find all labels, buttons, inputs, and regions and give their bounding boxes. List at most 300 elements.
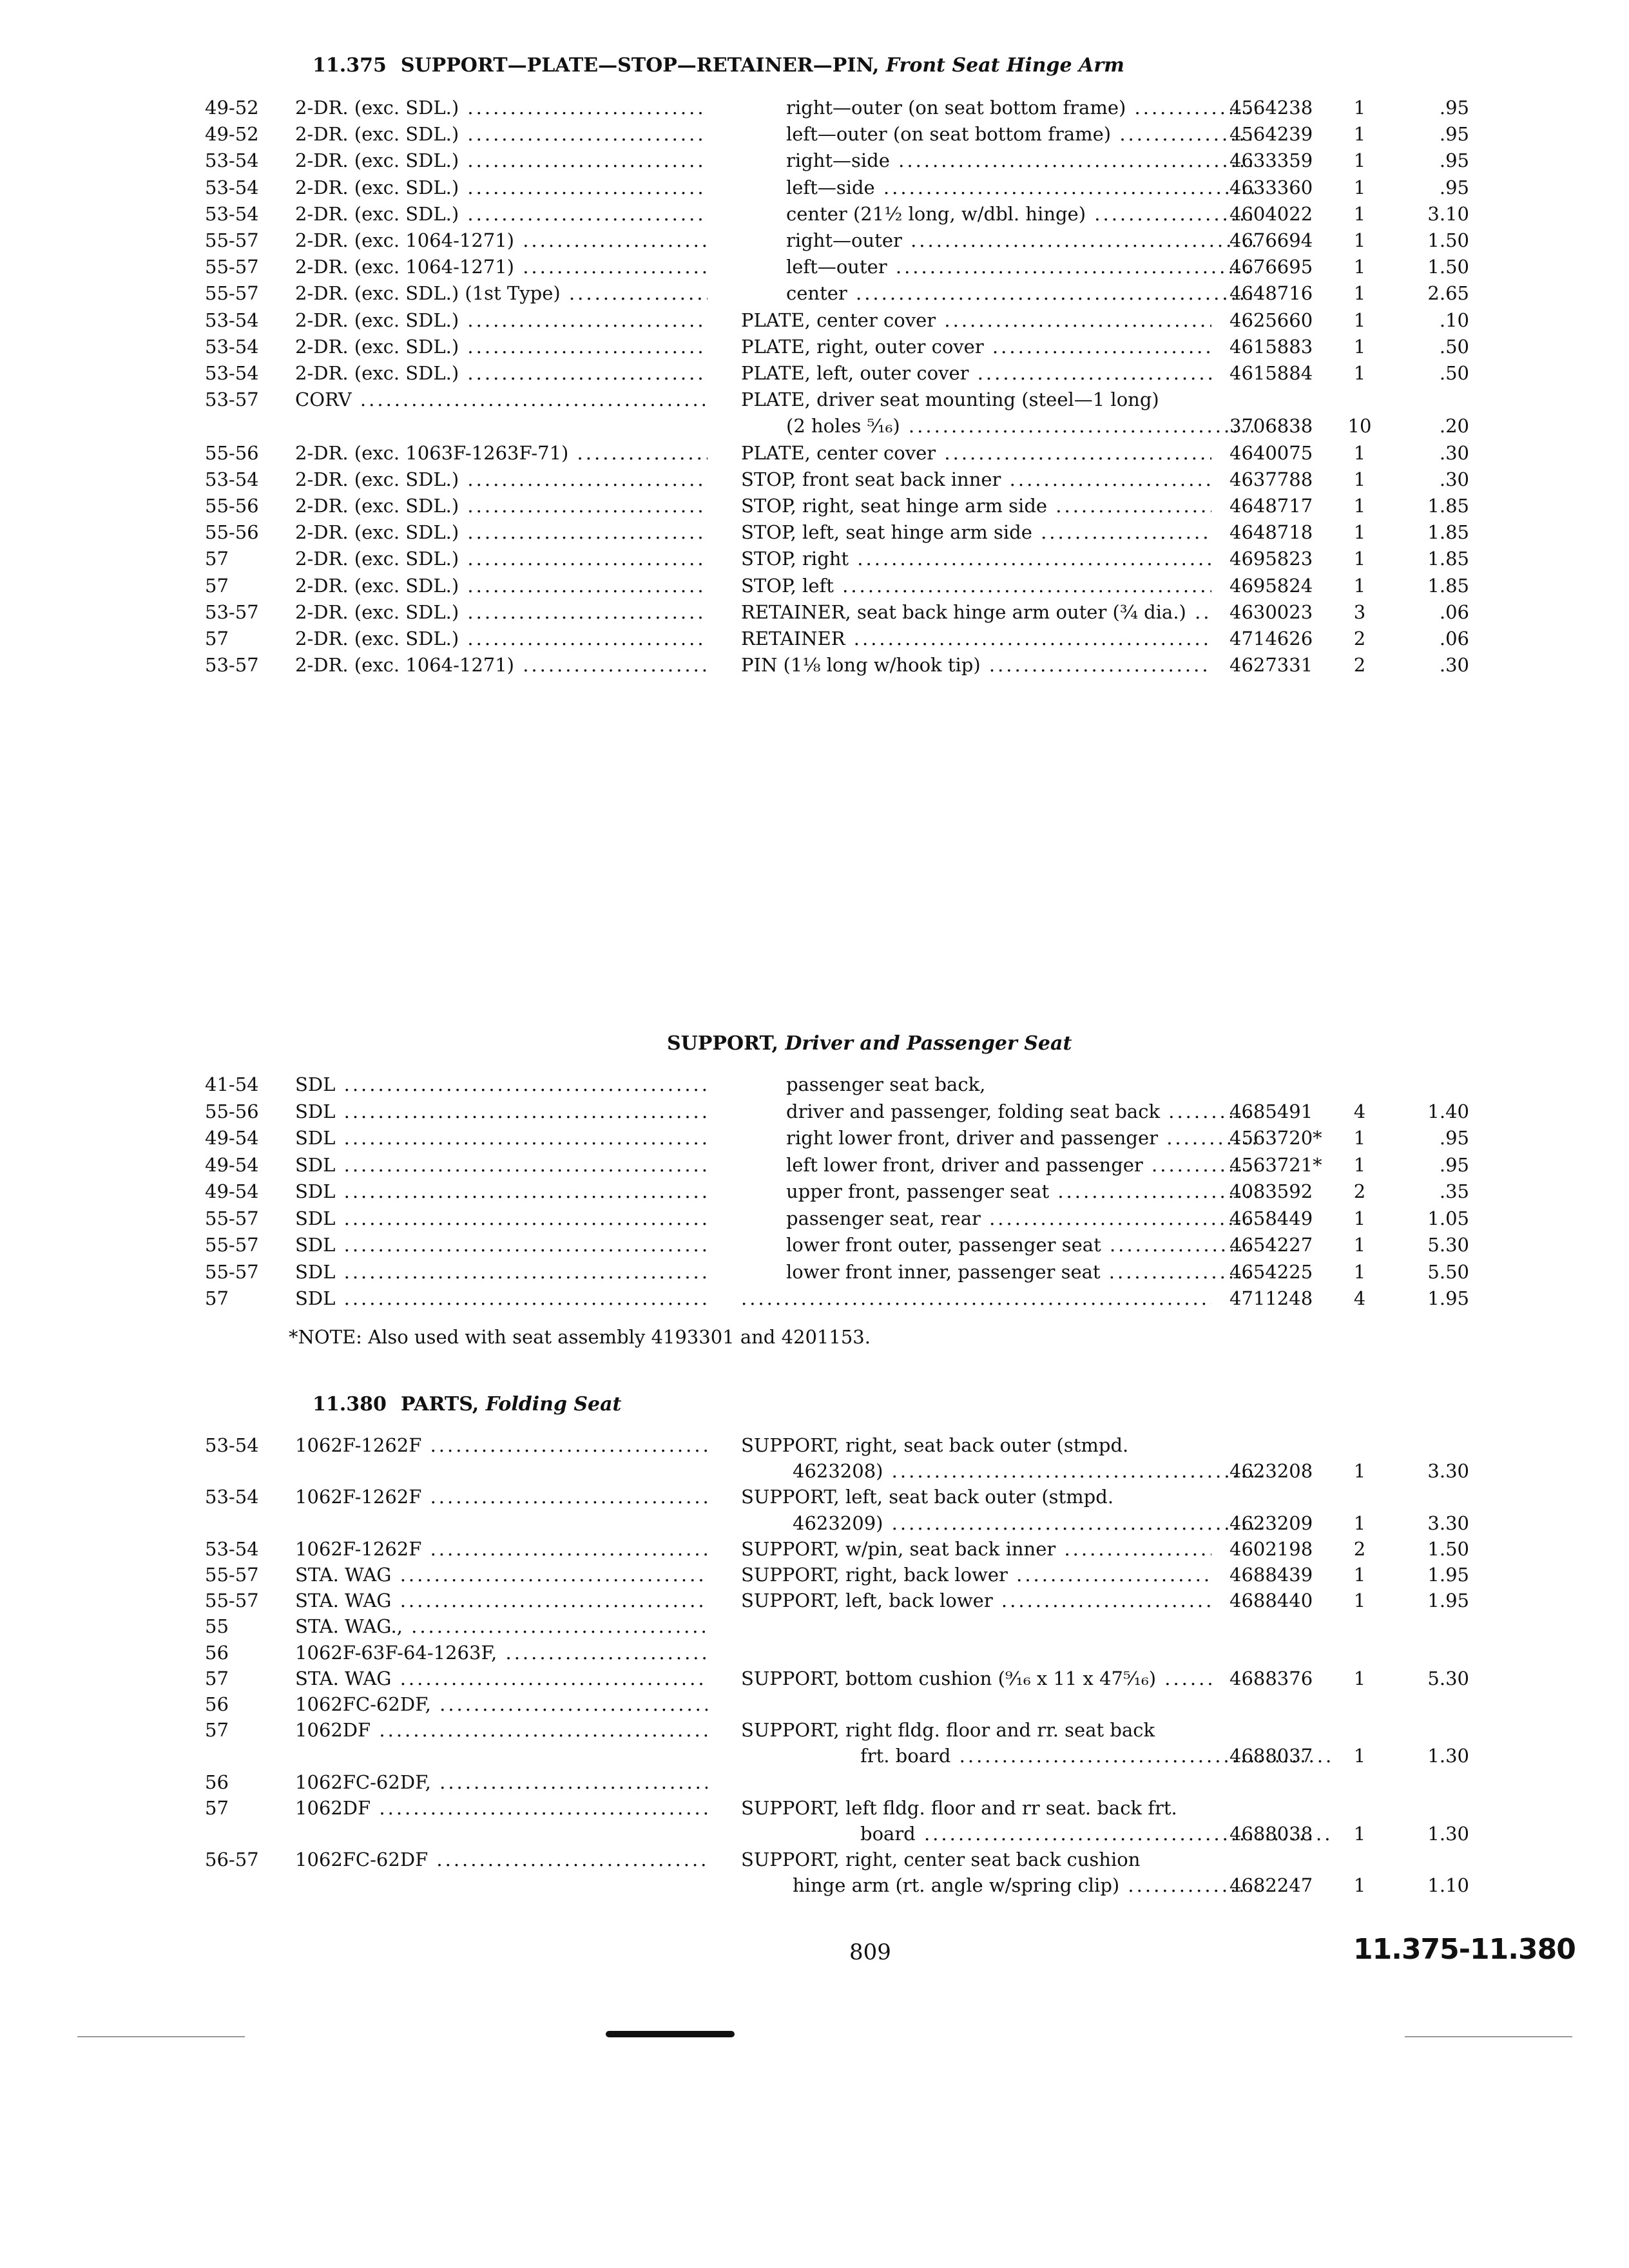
price-cell: .35	[1439, 1180, 1469, 1202]
price-cell: 1.85	[1427, 495, 1469, 517]
part-number-cell: 4633360	[1229, 176, 1313, 198]
price-cell: 1.50	[1427, 229, 1469, 251]
table-row	[0, 1071, 1629, 1098]
description-cell: passenger seat back,	[786, 1073, 986, 1095]
description-cell: RETAINER, seat back hinge arm outer (¾ dia.) .....	[741, 599, 1211, 626]
model-cell: 1062F-63F-64-1263F, .....	[295, 1639, 708, 1666]
year-range-cell: 57	[205, 1667, 229, 1689]
print-speck	[77, 2036, 245, 2037]
year-range-cell: 56	[205, 1641, 229, 1664]
price-cell: .06	[1439, 628, 1469, 649]
year-range-cell: 55-56	[205, 521, 259, 544]
table-row	[0, 200, 1629, 227]
part-number-cell: 4688440	[1229, 1590, 1313, 1612]
table-row	[0, 1613, 1629, 1640]
year-range-cell: 53-54	[205, 468, 259, 490]
year-range-cell: 55-56	[205, 1100, 259, 1122]
price-cell: 1.50	[1427, 256, 1469, 278]
price-cell: 2.65	[1427, 282, 1469, 305]
section-heading-11-375	[313, 54, 1124, 77]
description-cell: driver and passenger, folding seat back .....	[741, 1098, 1257, 1125]
description-cell: SUPPORT, left fldg. floor and rr seat. back frt.	[741, 1796, 1177, 1819]
table-row	[0, 1151, 1629, 1178]
year-range-cell: 57	[205, 628, 229, 649]
description-cell: right—outer (on seat bottom frame) .....	[741, 94, 1257, 121]
price-cell: .50	[1439, 335, 1469, 358]
table-row	[0, 625, 1629, 652]
model-cell: 2-DR. (exc. 1064-1271) .....	[295, 227, 708, 254]
quantity-cell: 1	[1353, 309, 1366, 331]
description-cell: STOP, front seat back inner .....	[741, 466, 1211, 493]
year-range-cell: 55-57	[205, 229, 259, 251]
description-cell: lower front inner, passenger seat .....	[741, 1258, 1257, 1285]
part-number-cell: 4654225	[1229, 1260, 1313, 1283]
model-cell: STA. WAG .....	[295, 1587, 708, 1614]
model-cell: 1062DF .....	[295, 1716, 708, 1744]
year-range-cell: 57	[205, 574, 229, 597]
quantity-cell: 2	[1353, 1537, 1366, 1560]
price-cell: 1.95	[1427, 1564, 1469, 1586]
part-number-cell: 4711248	[1229, 1287, 1313, 1309]
part-number-cell: 4563721*	[1229, 1153, 1322, 1176]
table-row	[0, 1457, 1629, 1485]
quantity-cell: 1	[1353, 1874, 1366, 1897]
section-range: 11.375-11.380	[1353, 1933, 1576, 1966]
description-cell: PLATE, center cover .....	[741, 307, 1211, 334]
description-cell: SUPPORT, w/pin, seat back inner .....	[741, 1535, 1211, 1562]
year-range-cell: 53-54	[205, 309, 259, 331]
quantity-cell: 1	[1353, 1564, 1366, 1586]
year-range-cell: 49-54	[205, 1153, 259, 1176]
description-cell: right lower front, driver and passenger .....	[741, 1124, 1257, 1151]
quantity-cell: 1	[1353, 1745, 1366, 1767]
print-speck	[1405, 2036, 1572, 2037]
price-cell: .95	[1439, 123, 1469, 146]
price-cell: 1.95	[1427, 1590, 1469, 1612]
description-cell: center (21½ long, w/dbl. hinge) .....	[741, 200, 1257, 227]
description-cell	[741, 1285, 1211, 1312]
part-number-cell: 4676695	[1229, 256, 1313, 278]
price-cell: 3.30	[1427, 1460, 1469, 1483]
table-row	[0, 1691, 1629, 1718]
quantity-cell: 1	[1353, 495, 1366, 517]
table-row	[0, 94, 1629, 121]
year-range-cell: 57	[205, 1796, 229, 1819]
quantity-cell: 10	[1347, 415, 1372, 437]
year-range-cell: 57	[205, 548, 229, 570]
table-row	[0, 120, 1629, 148]
part-number-cell: 4714626	[1229, 628, 1313, 649]
part-number-cell: 4625660	[1229, 309, 1313, 331]
price-cell: 1.95	[1427, 1287, 1469, 1309]
part-number-cell: 4564239	[1229, 123, 1313, 146]
table-row	[0, 333, 1629, 360]
model-cell: 2-DR. (exc. 1064-1271) .....	[295, 651, 708, 678]
model-cell: 2-DR. (exc. SDL.) .....	[295, 466, 708, 493]
model-cell: 2-DR. (exc. SDL.) .....	[295, 572, 708, 599]
year-range-cell: 55-57	[205, 1260, 259, 1283]
table-row	[0, 1178, 1629, 1205]
year-range-cell: 55-57	[205, 1564, 259, 1586]
model-cell: 2-DR. (exc. SDL.) .....	[295, 599, 708, 626]
quantity-cell: 4	[1353, 1287, 1366, 1309]
table-row	[0, 174, 1629, 201]
quantity-cell: 1	[1353, 521, 1366, 544]
year-range-cell: 56-57	[205, 1849, 259, 1871]
model-cell: SDL .....	[295, 1178, 708, 1205]
year-range-cell: 55-57	[205, 282, 259, 305]
year-range-cell: 53-57	[205, 601, 259, 623]
model-cell: SDL .....	[295, 1151, 708, 1178]
quantity-cell: 4	[1353, 1100, 1366, 1122]
quantity-cell: 2	[1353, 1180, 1366, 1202]
table-row	[0, 1124, 1629, 1151]
model-cell: 2-DR. (exc. SDL.) .....	[295, 545, 708, 572]
table-row	[0, 1432, 1629, 1459]
section-title-subject: Folding Seat	[479, 1393, 622, 1416]
table-row	[0, 253, 1629, 280]
table-row	[0, 1872, 1629, 1899]
section-title-subject: Front Seat Hinge Arm	[879, 54, 1124, 77]
part-number-cell: 4627331	[1229, 654, 1313, 677]
model-cell: 2-DR. (exc. SDL.) .....	[295, 174, 708, 201]
part-number-cell: 4658449	[1229, 1207, 1313, 1229]
description-cell: left lower front, driver and passenger .....	[741, 1151, 1257, 1178]
description-cell: left—side .....	[741, 174, 1257, 201]
table-row	[0, 572, 1629, 599]
model-cell: SDL .....	[295, 1231, 708, 1258]
price-cell: 5.30	[1427, 1234, 1469, 1256]
part-number-cell: 4685491	[1229, 1100, 1313, 1122]
year-range-cell: 57	[205, 1719, 229, 1742]
section-heading-11-380	[313, 1393, 621, 1416]
year-range-cell: 55-57	[205, 1234, 259, 1256]
description-cell: center .....	[741, 280, 1257, 307]
quantity-cell: 1	[1353, 1823, 1366, 1845]
price-cell: .95	[1439, 149, 1469, 172]
quantity-cell: 1	[1353, 149, 1366, 172]
part-number-cell: 4648717	[1229, 495, 1313, 517]
year-range-cell: 49-52	[205, 123, 259, 146]
year-range-cell: 53-54	[205, 1486, 259, 1508]
description-cell: STOP, left, seat hinge arm side .....	[741, 519, 1211, 546]
table-row	[0, 1258, 1629, 1285]
price-cell: 3.30	[1427, 1512, 1469, 1534]
year-range-cell: 53-54	[205, 335, 259, 358]
table-row	[0, 466, 1629, 493]
quantity-cell: 1	[1353, 335, 1366, 358]
model-cell: 2-DR. (exc. SDL.) .....	[295, 200, 708, 227]
quantity-cell: 1	[1353, 1512, 1366, 1534]
model-cell: SDL .....	[295, 1285, 708, 1312]
price-cell: 1.40	[1427, 1100, 1469, 1122]
model-cell: SDL .....	[295, 1071, 708, 1098]
quantity-cell: 1	[1353, 202, 1366, 225]
part-number-cell: 4688038	[1229, 1823, 1313, 1845]
model-cell: 1062F-1262F .....	[295, 1535, 708, 1562]
price-cell: 3.10	[1427, 202, 1469, 225]
year-range-cell: 53-54	[205, 1434, 259, 1456]
quantity-cell: 1	[1353, 229, 1366, 251]
price-cell: 5.30	[1427, 1667, 1469, 1689]
price-cell: .30	[1439, 654, 1469, 677]
description-cell: SUPPORT, left, back lower .....	[741, 1587, 1211, 1614]
quantity-cell: 1	[1353, 1460, 1366, 1483]
table-row	[0, 1098, 1629, 1125]
table-row	[0, 545, 1629, 572]
footnote: *NOTE: Also used with seat assembly 4193301 and 4201153.	[289, 1326, 871, 1348]
table-row	[0, 1561, 1629, 1588]
table-row	[0, 1535, 1629, 1562]
model-cell: STA. WAG., .....	[295, 1613, 708, 1640]
model-cell: 2-DR. (exc. SDL.) .....	[295, 147, 708, 174]
section-heading-support-seat	[667, 1032, 1072, 1055]
year-range-cell: 41-54	[205, 1073, 259, 1095]
year-range-cell: 57	[205, 1287, 229, 1309]
table-row	[0, 227, 1629, 254]
part-number-cell: 4083592	[1229, 1180, 1313, 1202]
model-cell: SDL .....	[295, 1124, 708, 1151]
section-number: 11.380	[313, 1393, 387, 1416]
year-range-cell: 55-56	[205, 495, 259, 517]
model-cell: 2-DR. (exc. SDL.) .....	[295, 360, 708, 387]
model-cell: 2-DR. (exc. 1064-1271) .....	[295, 253, 708, 280]
description-cell: left—outer (on seat bottom frame) .....	[741, 120, 1257, 148]
model-cell: 2-DR. (exc. 1063F-1263F-71) .....	[295, 439, 708, 466]
quantity-cell: 1	[1353, 176, 1366, 198]
year-range-cell: 49-52	[205, 97, 259, 119]
price-cell: .95	[1439, 1153, 1469, 1176]
section-title: PARTS,	[400, 1393, 479, 1416]
year-range-cell: 53-54	[205, 149, 259, 172]
quantity-cell: 3	[1353, 601, 1366, 623]
table-row	[0, 412, 1629, 439]
description-cell: frt. board .....	[741, 1742, 1331, 1769]
year-range-cell: 55-57	[205, 256, 259, 278]
price-cell: 1.10	[1427, 1874, 1469, 1897]
part-number-cell: 4688037	[1229, 1745, 1313, 1767]
part-number-cell: 4633359	[1229, 149, 1313, 172]
model-cell: SDL .....	[295, 1098, 708, 1125]
table-row	[0, 1639, 1629, 1666]
model-cell: SDL .....	[295, 1205, 708, 1232]
part-number-cell: 4623208	[1229, 1460, 1313, 1483]
model-cell: 2-DR. (exc. SDL.) .....	[295, 625, 708, 652]
table-row	[0, 280, 1629, 307]
part-number-cell: 4640075	[1229, 441, 1313, 464]
year-range-cell: 55-57	[205, 1207, 259, 1229]
quantity-cell: 1	[1353, 282, 1366, 305]
price-cell: 1.30	[1427, 1823, 1469, 1845]
price-cell: .95	[1439, 97, 1469, 119]
quantity-cell: 1	[1353, 1667, 1366, 1689]
table-row	[0, 1483, 1629, 1510]
description-cell: RETAINER .....	[741, 625, 1211, 652]
model-cell: 1062FC-62DF, .....	[295, 1769, 708, 1796]
year-range-cell: 53-54	[205, 202, 259, 225]
model-cell: CORV .....	[295, 386, 708, 413]
quantity-cell: 2	[1353, 654, 1366, 677]
table-row	[0, 386, 1629, 413]
part-number-cell: 4676694	[1229, 229, 1313, 251]
model-cell: 2-DR. (exc. SDL.) .....	[295, 120, 708, 148]
description-cell: PLATE, driver seat mounting (steel—1 long)	[741, 389, 1159, 411]
part-number-cell: 4688376	[1229, 1667, 1313, 1689]
table-row	[0, 1510, 1629, 1537]
model-cell: 2-DR. (exc. SDL.) (1st Type) .....	[295, 280, 708, 307]
description-cell: PIN (1⅛ long w/hook tip) .....	[741, 651, 1211, 678]
quantity-cell: 1	[1353, 1234, 1366, 1256]
price-cell: 1.85	[1427, 521, 1469, 544]
price-cell: .30	[1439, 468, 1469, 490]
description-cell: right—outer .....	[741, 227, 1257, 254]
part-number-cell: 4648718	[1229, 521, 1313, 544]
table-row	[0, 1716, 1629, 1744]
part-number-cell: 4623209	[1229, 1512, 1313, 1534]
table-row	[0, 307, 1629, 334]
model-cell: 2-DR. (exc. SDL.) .....	[295, 333, 708, 360]
quantity-cell: 1	[1353, 1260, 1366, 1283]
year-range-cell: 53-54	[205, 1537, 259, 1560]
table-row	[0, 651, 1629, 678]
part-number-cell: 3706838	[1229, 415, 1313, 437]
part-number-cell: 4564238	[1229, 97, 1313, 119]
part-number-cell: 4602198	[1229, 1537, 1313, 1560]
page-number: 809	[849, 1939, 891, 1965]
table-row	[0, 1285, 1629, 1312]
quantity-cell: 1	[1353, 441, 1366, 464]
description-cell: SUPPORT, right fldg. floor and rr. seat back	[741, 1719, 1155, 1742]
year-range-cell: 53-54	[205, 176, 259, 198]
section-number: 11.375	[313, 54, 387, 77]
part-number-cell: 4688439	[1229, 1564, 1313, 1586]
model-cell: 1062F-1262F .....	[295, 1483, 708, 1510]
table-row	[0, 439, 1629, 466]
model-cell: 1062DF .....	[295, 1794, 708, 1821]
part-number-cell: 4604022	[1229, 202, 1313, 225]
price-cell: .10	[1439, 309, 1469, 331]
description-cell: board .....	[741, 1820, 1331, 1847]
table-row	[0, 1231, 1629, 1258]
table-row	[0, 1794, 1629, 1821]
price-cell: .95	[1439, 176, 1469, 198]
year-range-cell: 49-54	[205, 1180, 259, 1202]
price-cell: .20	[1439, 415, 1469, 437]
description-cell: (2 holes ⁵⁄₁₆) .....	[741, 412, 1257, 439]
part-number-cell: 4637788	[1229, 468, 1313, 490]
table-row	[0, 1846, 1629, 1873]
year-range-cell: 55-56	[205, 441, 259, 464]
quantity-cell: 2	[1353, 628, 1366, 649]
table-row	[0, 599, 1629, 626]
part-number-cell: 4615883	[1229, 335, 1313, 358]
model-cell: 2-DR. (exc. SDL.) .....	[295, 94, 708, 121]
section-title: SUPPORT,	[667, 1032, 778, 1055]
quantity-cell: 1	[1353, 1127, 1366, 1149]
model-cell: 2-DR. (exc. SDL.) .....	[295, 492, 708, 519]
table-row	[0, 1742, 1629, 1769]
price-cell: 1.05	[1427, 1207, 1469, 1229]
quantity-cell: 1	[1353, 468, 1366, 490]
price-cell: 1.50	[1427, 1537, 1469, 1560]
part-number-cell: 4563720*	[1229, 1127, 1322, 1149]
part-number-cell: 4695824	[1229, 574, 1313, 597]
model-cell: 2-DR. (exc. SDL.) .....	[295, 519, 708, 546]
description-cell: lower front outer, passenger seat .....	[741, 1231, 1257, 1258]
section-title: SUPPORT—PLATE—STOP—RETAINER—PIN,	[400, 54, 880, 77]
table-row	[0, 360, 1629, 387]
description-cell: upper front, passenger seat .....	[741, 1178, 1257, 1205]
description-cell: PLATE, right, outer cover .....	[741, 333, 1211, 360]
description-cell: left—outer .....	[741, 253, 1257, 280]
description-cell: SUPPORT, right, center seat back cushion	[741, 1849, 1141, 1871]
year-range-cell: 49-54	[205, 1127, 259, 1149]
part-number-cell: 4654227	[1229, 1234, 1313, 1256]
year-range-cell: 56	[205, 1771, 229, 1793]
description-cell: SUPPORT, right, back lower .....	[741, 1561, 1211, 1588]
quantity-cell: 1	[1353, 1207, 1366, 1229]
part-number-cell: 4630023	[1229, 601, 1313, 623]
year-range-cell: 56	[205, 1693, 229, 1715]
model-cell: 1062FC-62DF .....	[295, 1846, 708, 1873]
year-range-cell: 55	[205, 1615, 229, 1638]
price-cell: 5.50	[1427, 1260, 1469, 1283]
price-cell: .95	[1439, 1127, 1469, 1149]
description-cell: STOP, right, seat hinge arm side .....	[741, 492, 1211, 519]
quantity-cell: 1	[1353, 362, 1366, 384]
table-row	[0, 519, 1629, 546]
price-cell: .06	[1439, 601, 1469, 623]
description-cell: passenger seat, rear .....	[741, 1205, 1257, 1232]
quantity-cell: 1	[1353, 97, 1366, 119]
part-number-cell: 4682247	[1229, 1874, 1313, 1897]
table-row	[0, 1587, 1629, 1614]
year-range-cell: 53-54	[205, 362, 259, 384]
description-cell: PLATE, left, outer cover .....	[741, 360, 1211, 387]
quantity-cell: 1	[1353, 574, 1366, 597]
description-cell: SUPPORT, right, seat back outer (stmpd.	[741, 1434, 1129, 1456]
table-row	[0, 492, 1629, 519]
table-row	[0, 1769, 1629, 1796]
model-cell: 1062F-1262F .....	[295, 1432, 708, 1459]
section-title-subject: Driver and Passenger Seat	[778, 1032, 1072, 1055]
price-cell: 1.85	[1427, 574, 1469, 597]
quantity-cell: 1	[1353, 256, 1366, 278]
model-cell: SDL .....	[295, 1258, 708, 1285]
description-cell: 4623208) .....	[741, 1457, 1263, 1485]
quantity-cell: 1	[1353, 1153, 1366, 1176]
year-range-cell: 53-57	[205, 389, 259, 411]
model-cell: STA. WAG .....	[295, 1561, 708, 1588]
year-range-cell: 53-57	[205, 654, 259, 677]
table-row	[0, 1205, 1629, 1232]
description-cell: PLATE, center cover .....	[741, 439, 1211, 466]
description-cell: hinge arm (rt. angle w/spring clip) .....	[741, 1872, 1263, 1899]
price-cell: .50	[1439, 362, 1469, 384]
table-row	[0, 147, 1629, 174]
description-cell: SUPPORT, left, seat back outer (stmpd.	[741, 1486, 1114, 1508]
table-row	[0, 1820, 1629, 1847]
print-smudge	[606, 2031, 735, 2037]
table-row	[0, 1665, 1629, 1692]
quantity-cell: 1	[1353, 1590, 1366, 1612]
description-cell: STOP, right .....	[741, 545, 1211, 572]
price-cell: 1.85	[1427, 548, 1469, 570]
model-cell: 2-DR. (exc. SDL.) .....	[295, 307, 708, 334]
description-cell: 4623209) .....	[741, 1510, 1263, 1537]
model-cell: 1062FC-62DF, .....	[295, 1691, 708, 1718]
quantity-cell: 1	[1353, 123, 1366, 146]
